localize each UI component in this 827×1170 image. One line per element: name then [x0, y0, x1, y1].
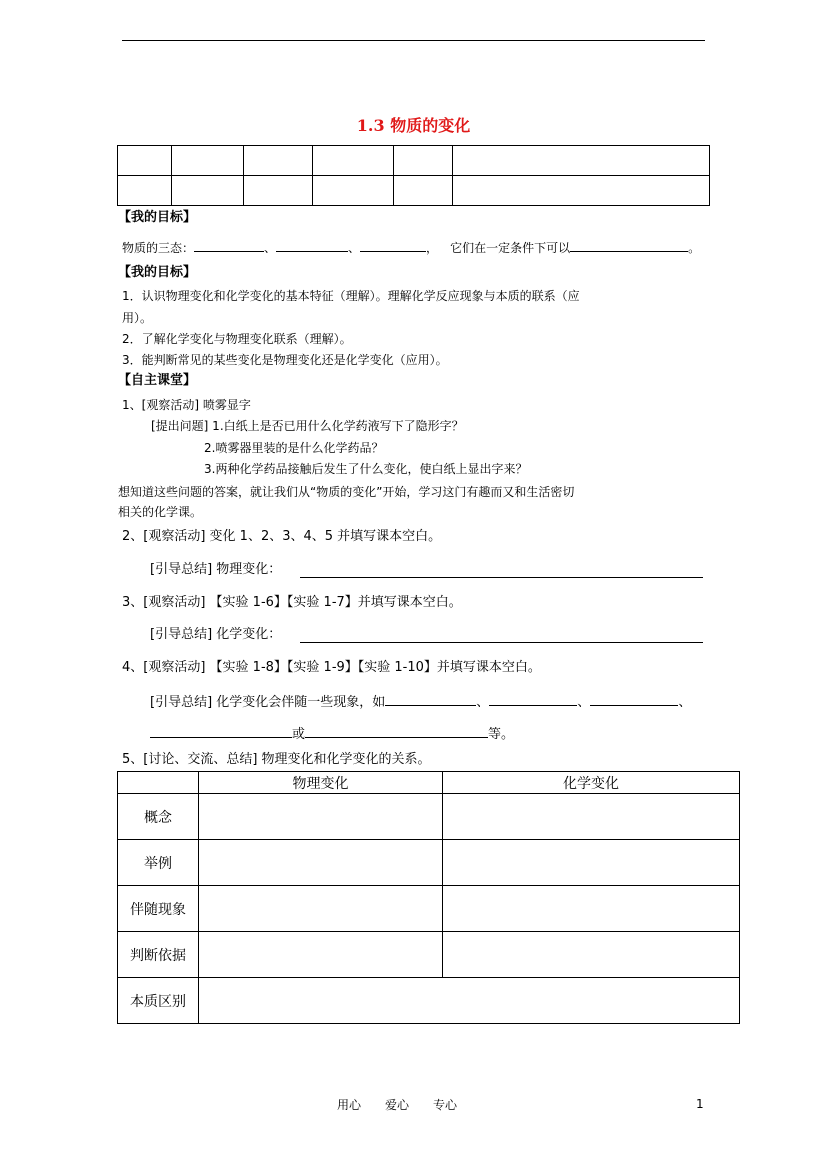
- cell-physical-example[interactable]: [199, 840, 443, 886]
- class-heading: 【自主课堂】: [118, 373, 197, 388]
- cell-physical-concept[interactable]: [199, 794, 443, 840]
- goal-item: 3．能判断常见的某些变化是物理变化还是化学变化（应用）。: [122, 353, 448, 367]
- phenomena-line: [引导总结] 化学变化会伴随一些现象，如 、 、 、: [150, 695, 692, 710]
- guide-chemical-label: [引导总结] 化学变化：: [150, 627, 282, 642]
- goal-heading-1: 【我的目标】: [118, 210, 197, 225]
- row-label-essence: 本质区别: [118, 978, 199, 1024]
- header-physical: 物理变化: [199, 772, 443, 794]
- row-label-phenomena: 伴随现象: [118, 886, 199, 932]
- header-blank: [118, 772, 199, 794]
- row-label-concept: 概念: [118, 794, 199, 840]
- blank-state-2[interactable]: [276, 239, 348, 252]
- cell-physical-phenomena[interactable]: [199, 886, 443, 932]
- guide-phenomena-label: [引导总结] 化学变化会伴随一些现象，如: [150, 695, 386, 710]
- item-2: 2、[观察活动] 变化 1、2、3、4、5 并填写课本空白。: [122, 529, 442, 544]
- goal-heading-2: 【我的目标】: [118, 265, 197, 280]
- header-chemical: 化学变化: [443, 772, 740, 794]
- intro-line-2: 相关的化学课。: [118, 505, 203, 519]
- question-1: [提出问题] 1.白纸上是否已用什么化学药液写下了隐形字？: [151, 419, 464, 433]
- table-header-row: [118, 772, 740, 794]
- comparison-table: [117, 771, 740, 1024]
- table-row: [118, 932, 740, 978]
- table-row: [118, 840, 740, 886]
- cell-chemical-example[interactable]: [443, 840, 740, 886]
- blank-phenomenon-1[interactable]: [385, 693, 476, 706]
- blank-phenomenon-2[interactable]: [489, 693, 577, 706]
- states-line: 物质的三态： 、 、 ， 它们在一定条件下可以 。: [122, 241, 701, 255]
- blank-state-1[interactable]: [194, 239, 264, 252]
- question-3: 3.两种化学药品接触后发生了什么变化，使白纸上显出字来？: [204, 462, 528, 476]
- blank-chemical-definition[interactable]: [300, 642, 703, 643]
- cell-essential-difference[interactable]: [199, 978, 740, 1024]
- item-1: 1、[观察活动] 喷雾显字: [122, 398, 251, 412]
- footer-motto: 用心 爱心 专心: [337, 1098, 458, 1112]
- header-rule: [122, 40, 705, 41]
- cell-chemical-criteria[interactable]: [443, 932, 740, 978]
- goal-item: 用）。: [122, 311, 153, 325]
- page-number: 1: [696, 1097, 704, 1111]
- guide-physical-label: [引导总结] 物理变化：: [150, 562, 282, 577]
- states-label: 物质的三态：: [122, 241, 195, 255]
- blank-phenomenon-3[interactable]: [590, 693, 678, 706]
- table-row: [118, 978, 740, 1024]
- blank-transform[interactable]: [570, 239, 688, 252]
- blank-phenomenon-4[interactable]: [150, 725, 292, 738]
- item-4: 4、[观察活动] 【实验 1-8】【实验 1-9】【实验 1-10】并填写课本空白。: [122, 660, 541, 675]
- blank-physical-definition[interactable]: [300, 577, 703, 578]
- blank-phenomenon-5[interactable]: [305, 725, 488, 738]
- cell-physical-criteria[interactable]: [199, 932, 443, 978]
- row-label-example: 举例: [118, 840, 199, 886]
- question-2: 2.喷雾器里装的是什么化学药品？: [204, 441, 384, 455]
- blank-state-3[interactable]: [360, 239, 426, 252]
- intro-line-1: 想知道这些问题的答案，就让我们从“物质的变化”开始，学习这门有趣而又和生活密切: [118, 485, 575, 499]
- item-5: 5、[讨论、交流、总结] 物理变化和化学变化的关系。: [122, 752, 431, 767]
- cell-chemical-phenomena[interactable]: [443, 886, 740, 932]
- row-label-criteria: 判断依据: [118, 932, 199, 978]
- table-row: [118, 886, 740, 932]
- goal-item: 1．认识物理变化和化学变化的基本特征（理解）。理解化学反应现象与本质的联系（应: [122, 289, 580, 303]
- phenomena-line-2: 或 等。: [150, 725, 514, 743]
- lesson-info-table: [117, 145, 710, 206]
- item-3: 3、[观察活动] 【实验 1-6】【实验 1-7】并填写课本空白。: [122, 595, 462, 610]
- states-transform-label: 它们在一定条件下可以: [450, 241, 571, 255]
- goal-item: 2．了解化学变化与物理变化联系（理解）。: [122, 332, 352, 346]
- page-title: 1.3 物质的变化: [356, 116, 471, 135]
- cell-chemical-concept[interactable]: [443, 794, 740, 840]
- table-row: [118, 794, 740, 840]
